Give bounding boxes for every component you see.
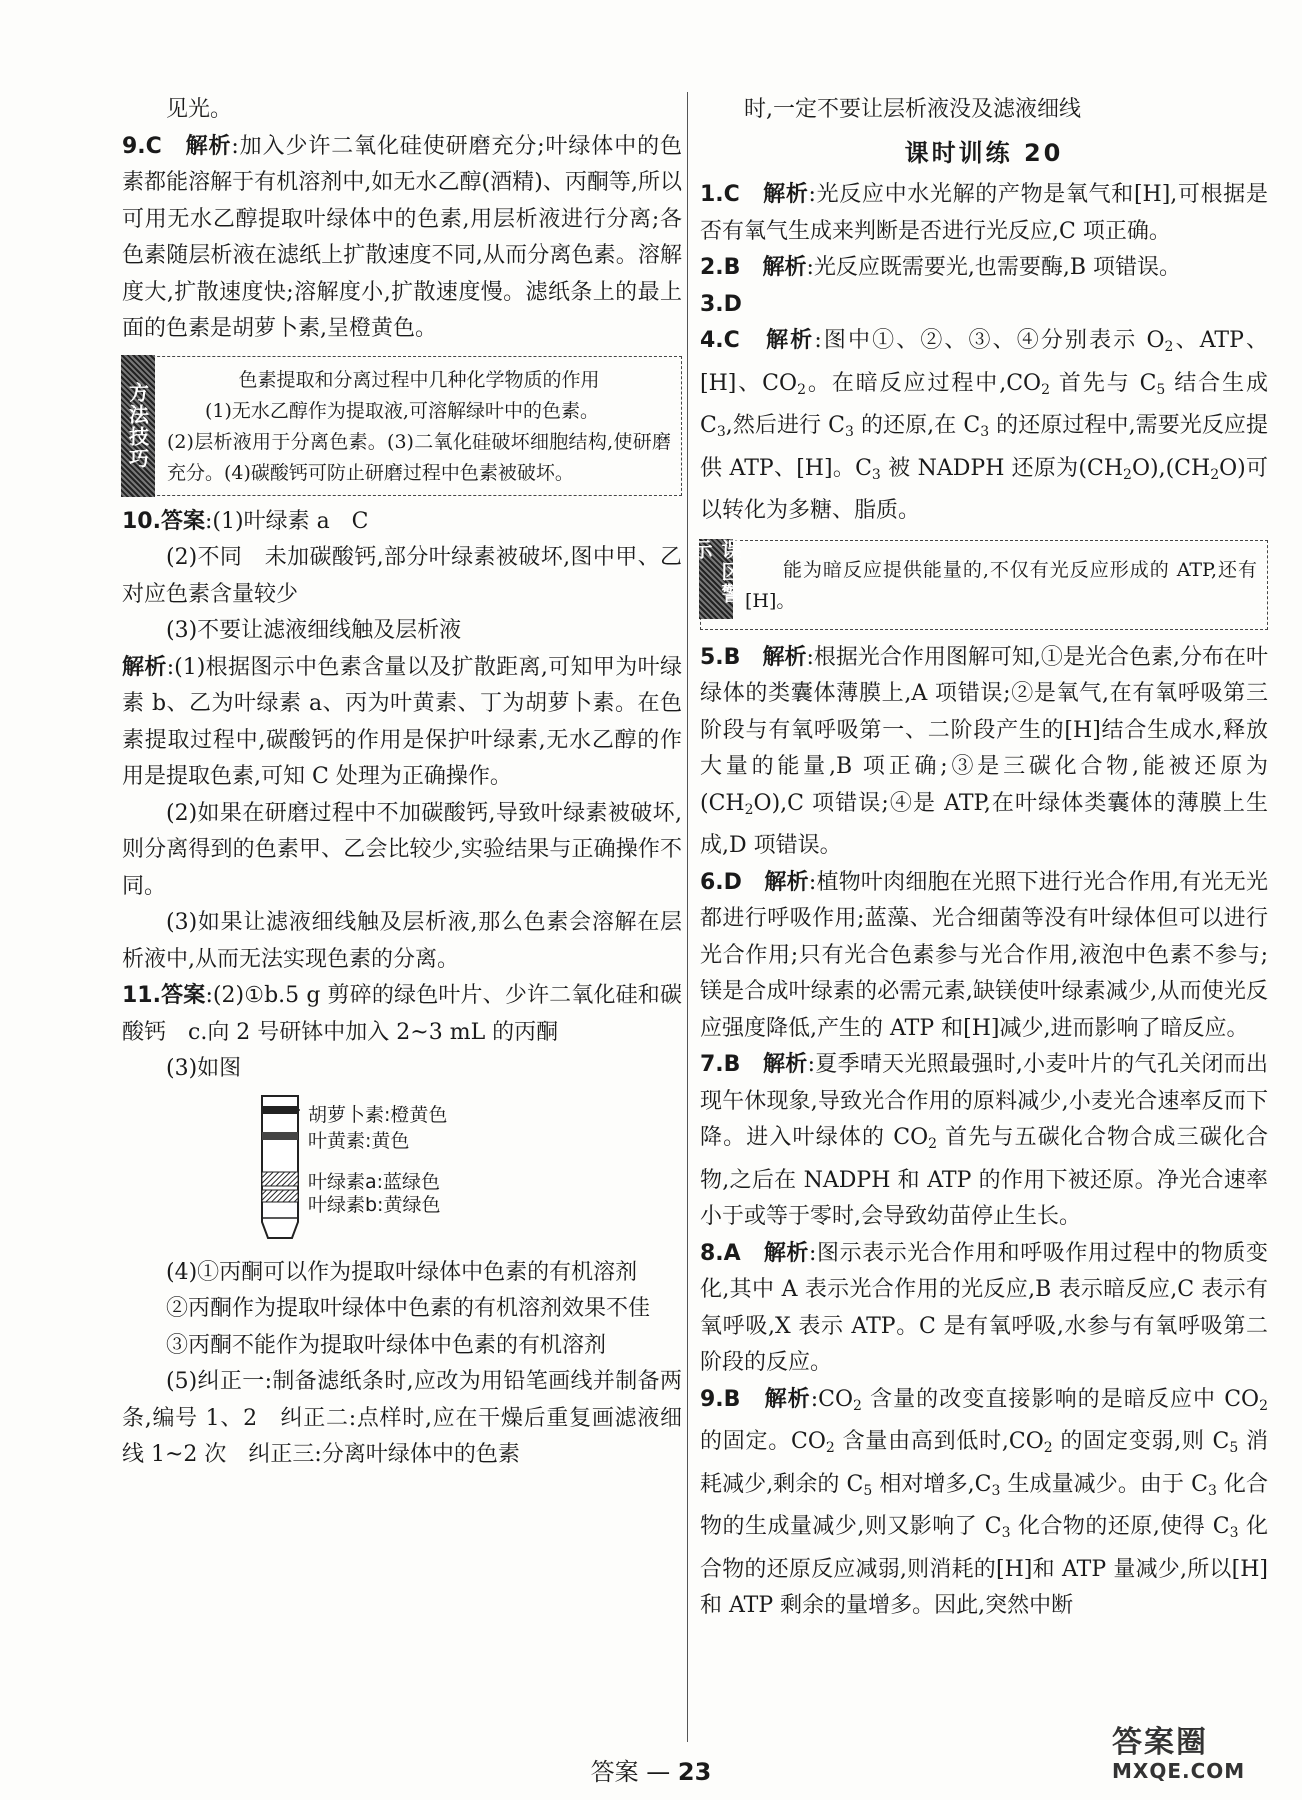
paragraph: 见光。: [166, 97, 233, 122]
watermark-title: 答案圈: [1112, 1725, 1208, 1760]
analysis-10: 解析:(1)根据图示中色素含量以及扩散距离,可知甲为叶绿素 b、乙为叶绿素 a、丙为叶黄素、丁为胡萝卜素。在色素提取过程中,碳酸钙的作用是保护叶绿素,无水乙醇的作用是提取色素,可知 C 处理为正确操作。: [122, 654, 682, 789]
answer-1: 1.C 解析:光反应中水光解的产物是氧气和[H],可根据是否有氧气生成来判断是否进行光反应,C 项正确。: [700, 182, 1268, 244]
label-xanthophyll: 叶黄素:黄色: [308, 1129, 410, 1152]
answer-3: 3.D: [700, 291, 742, 317]
watermark-url: MXQE.COM: [1112, 1759, 1246, 1783]
answer-line: (4)①丙酮可以作为提取叶绿体中色素的有机溶剂: [166, 1259, 638, 1285]
answer-10: 10.答案:(1)叶绿素 a C: [122, 508, 369, 534]
answer-7: 7.B 解析:夏季晴天光照最强时,小麦叶片的气孔关闭而出现午休现象,导致光合作用的原料减少,小麦光合速率反而下降。进入叶绿体的 $CO_2$ 首先与五碳化合物合成三碳化合物,之后在 NADPH 和 ATP 的作用下被还原。净光合速率小于或等于零时,会导致幼苗停止生长。: [700, 1052, 1268, 1229]
answer-line: ③丙酮不能作为提取叶绿体中色素的有机溶剂: [166, 1332, 607, 1358]
misconception-tip-box: [689, 538, 1268, 630]
answer-2: 2.B 解析:光反应既需要光,也需要酶,B 项错误。: [700, 255, 1182, 280]
misconception-badge: 误区警示: [699, 539, 733, 619]
answer-11: 11.答案:(2)①b.5 g 剪碎的绿色叶片、少许二氧化硅和碳酸钙 c.向 2 号研钵中加入 2~3 mL 的丙酮: [122, 983, 682, 1045]
answer-line: ②丙酮作为提取叶绿体中色素的有机溶剂效果不佳: [166, 1296, 651, 1321]
paragraph: 时,一定不要让层析液没及滤液细线: [744, 97, 1081, 122]
answer-8: 8.A 解析:图示表示光合作用和呼吸作用过程中的物质变化,其中 A 表示光合作用的光反应,B 表示暗反应,C 表示有氧呼吸,X 表示 ATP。C 是有氧呼吸,水参与有氧呼吸第二阶段的反应。: [700, 1240, 1268, 1375]
answer-line: (3)如图: [166, 1056, 242, 1081]
site-watermark-logo: [1112, 1726, 1282, 1786]
filter-paper-strip: [260, 1094, 300, 1244]
label-chlorophyll-a: 叶绿素a:蓝绿色: [308, 1170, 441, 1193]
band-xanthophyll: [262, 1132, 298, 1140]
answer-6: 6.D 解析:植物叶肉细胞在光照下进行光合作用,有光无光都进行呼吸作用;蓝藻、光合细菌等没有叶绿体但可以进行光合作用;只有光合色素参与光合作用,液泡中色素不参与;镁是合成叶绿素的必需元素,缺镁使叶绿素减少,从而使光反应强度降低,产生的 ATP 和[H]减少,进而影响了暗反应。: [700, 869, 1268, 1041]
label-carotene: 胡萝卜素:橙黄色: [308, 1103, 448, 1126]
page-footer: [0, 1752, 1302, 1787]
tip-line: 能为暗反应提供能量的,不仅有光反应形成的 ATP,还有[H]。: [745, 558, 1257, 612]
method-tip-box: [122, 356, 682, 496]
section-heading: 课时训练 20: [904, 138, 1064, 167]
column-divider: [687, 92, 688, 1742]
tip-line: (2)层析液用于分离色素。(3)二氧化硅破坏细胞结构,使研磨充分。(4)碳酸钙可防止研磨过程中色素被破坏。: [167, 430, 671, 484]
chromatography-strip-diagram: [122, 1094, 682, 1249]
footer-label: 答案 —: [590, 1758, 678, 1786]
page-number: 23: [677, 1758, 712, 1786]
method-tip-badge: 方法技巧: [121, 355, 155, 497]
analysis-line: (2)如果在研磨过程中不加碳酸钙,导致叶绿素被破坏,则分离得到的色素甲、乙会比较少,实验结果与正确操作不同。: [122, 800, 682, 899]
answer-line: (2)不同 未加碳酸钙,部分叶绿素被破坏,图中甲、乙对应色素含量较少: [122, 545, 682, 607]
band-chlorophyll-b: [262, 1190, 298, 1202]
answer-line: (3)不要让滤液细线触及层析液: [166, 618, 462, 643]
answer-9b: 9.B 解析$:CO_2$ 含量的改变直接影响的是暗反应中 $CO_2$ 的固定。$CO_2$ 含量由高到低时$,CO_2$ 的固定变弱,则 $C_5$ 消耗减少,剩余的 $C_5$ 相对增多$,C_3$ 生成量减少。由于 $C_3$ 化合物的生成量减少,则又影响了 $C_3$ 化合物的还原,使得 $C_3$ 化合物的还原反应减弱,则消耗的[H]和 ATP 量减少,所以[H]和 ATP 剩余的量增多。因此,突然中断: [700, 1386, 1268, 1618]
band-carotene: [262, 1106, 298, 1114]
answer-4: 4.C 解析:图中①、②、③、④分别表示 $O_2$、ATP、[H]、$CO_2$。在暗反应过程中$,CO_2$ 首先与 $C_5$ 结合生成 $C_3$,然后进行 $C_3$ 的还原,在 $C_3$ 的还原过程中,需要光反应提供 ATP、[H]。$C_3$ 被 NADPH 还原为$(CH_2O),(CH_2O)$可以转化为多糖、脂质。: [700, 328, 1268, 523]
left-column: [122, 92, 682, 1474]
tip-title: 色素提取和分离过程中几种化学物质的作用: [238, 368, 600, 391]
analysis-line: (3)如果让滤液细线触及层析液,那么色素会溶解在层析液中,从而无法实现色素的分离。: [122, 910, 682, 972]
tip-line: (1)无水乙醇作为提取液,可溶解绿叶中的色素。: [205, 399, 599, 422]
label-chlorophyll-b: 叶绿素b:黄绿色: [308, 1193, 441, 1216]
answer-9: 9.C 解析:加入少许二氧化硅使研磨充分;叶绿体中的色素都能溶解于有机溶剂中,如无水乙醇(酒精)、丙酮等,所以可用无水乙醇提取叶绿体中的色素,用层析液进行分离;各色素随层析液在滤纸上扩散速度不同,从而分离色素。溶解度大,扩散速度快;溶解度小,扩散速度慢。滤纸条上的最上面的色素是胡萝卜素,呈橙黄色。: [122, 133, 682, 341]
right-column: [689, 92, 1268, 1625]
band-chlorophyll-a: [262, 1172, 298, 1186]
answer-line: (5)纠正一:制备滤纸条时,应改为用铅笔画线并制备两条,编号 1、2 纠正二:点样时,应在干燥后重复画滤液细线 1~2 次 纠正三:分离叶绿体中的色素: [122, 1369, 682, 1467]
answer-5: 5.B 解析:根据光合作用图解可知,①是光合色素,分布在叶绿体的类囊体薄膜上,A 项错误;②是氧气,在有氧呼吸第三阶段与有氧呼吸第一、二阶段产生的[H]结合生成水,释放大量的能量,B 项正确;③是三碳化合物,能被还原为$(CH_2O),C$ 项错误;④是 ATP,在叶绿体类囊体的薄膜上生成,D 项错误。: [700, 644, 1268, 858]
